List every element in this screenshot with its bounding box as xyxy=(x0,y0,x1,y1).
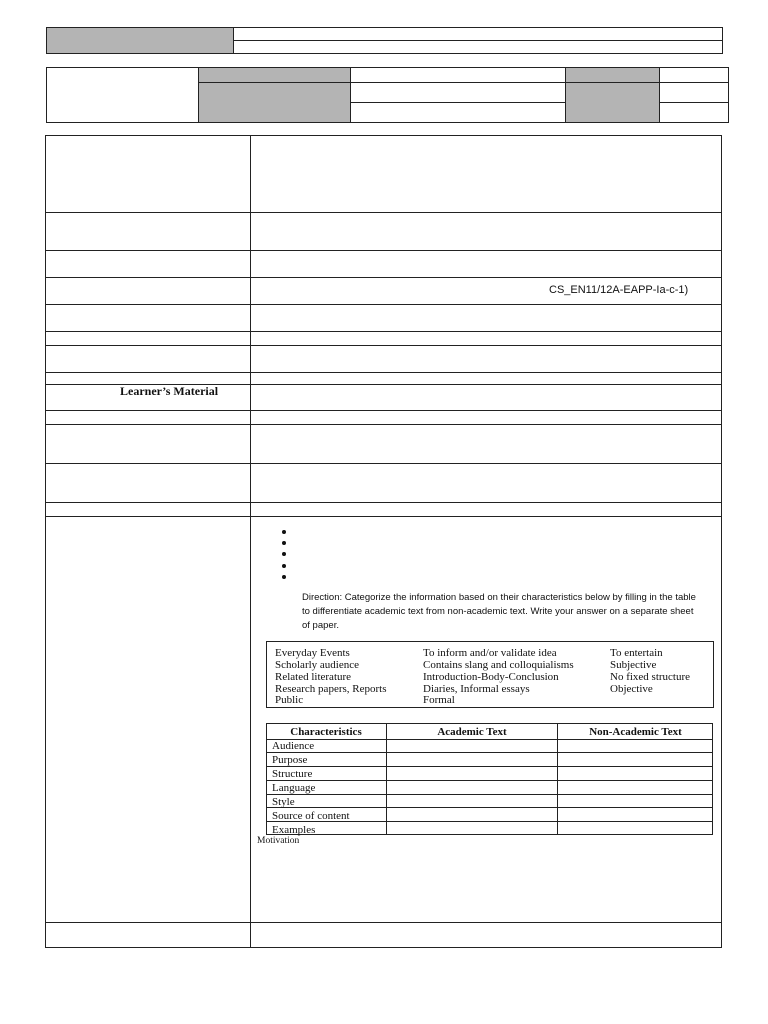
info-gray-right-bottom xyxy=(565,82,660,123)
word-bank-item: No fixed structure xyxy=(610,671,691,683)
bullet-dot xyxy=(282,552,286,556)
school-label-cell xyxy=(46,27,234,54)
row-line xyxy=(45,922,722,923)
row-line xyxy=(45,502,722,503)
bullet-dot xyxy=(282,541,286,545)
char-table-row-line xyxy=(266,739,713,740)
char-table-row-line xyxy=(266,780,713,781)
row-line xyxy=(45,331,722,332)
info-value-2 xyxy=(350,82,566,103)
word-bank-item: Related literature xyxy=(275,671,352,683)
lesson-table-divider xyxy=(250,135,251,948)
info-gray-right-top xyxy=(565,67,660,83)
row-line xyxy=(45,277,722,278)
school-value-cell xyxy=(233,27,723,41)
char-table-header: Academic Text xyxy=(437,726,507,738)
word-bank-item: Objective xyxy=(610,683,653,695)
word-bank-item: Formal xyxy=(423,694,455,706)
word-bank-item: Introduction-Body-Conclusion xyxy=(423,671,559,683)
char-table-header: Non-Academic Text xyxy=(589,726,682,738)
word-bank-item: Subjective xyxy=(610,659,657,671)
char-table-row-label: Purpose xyxy=(272,754,308,766)
bullet-dot xyxy=(282,530,286,534)
char-table-row-line xyxy=(266,752,713,753)
row-line xyxy=(45,345,722,346)
info-value-1 xyxy=(350,67,566,83)
word-bank-item: Public xyxy=(275,694,304,706)
bullet-dot xyxy=(282,575,286,579)
char-table-header: Characteristics xyxy=(290,726,362,738)
info-label-cell xyxy=(46,67,199,123)
char-table-row-label: Style xyxy=(272,796,295,808)
char-table-row-line xyxy=(266,766,713,767)
char-table-row-label: Audience xyxy=(272,740,315,752)
materials-label: Learner’s Material xyxy=(120,384,219,398)
row-line xyxy=(45,212,722,213)
bullet-dot xyxy=(282,564,286,568)
row-line xyxy=(45,372,722,373)
char-table-row-label: Source of content xyxy=(272,810,350,822)
word-bank-item: To inform and/or validate idea xyxy=(423,647,557,659)
info-value-6 xyxy=(659,102,729,123)
row-line xyxy=(45,463,722,464)
char-table-row-line xyxy=(266,794,713,795)
info-value-4 xyxy=(659,67,729,83)
info-gray-bottom xyxy=(198,82,351,123)
row-line xyxy=(45,516,722,517)
word-bank-item: Diaries, Informal essays xyxy=(423,683,530,695)
info-value-5 xyxy=(659,82,729,103)
word-bank-item: Research papers, Reports xyxy=(275,683,387,695)
learning-code: CS_EN11/12A-EAPP-Ia-c-1) xyxy=(549,284,689,296)
word-bank-item: Contains slang and colloquialisms xyxy=(423,659,574,671)
teacher-value-cell xyxy=(233,40,723,54)
row-line xyxy=(45,250,722,251)
direction-text: Direction: Categorize the information based on their characteristics below by filling in the table to differentiate academic text from non-academic text. Write your answer on a separate sheet of paper. xyxy=(302,592,696,631)
char-table-row-line xyxy=(266,807,713,808)
char-table-row-label: Language xyxy=(272,782,316,794)
info-gray-top xyxy=(198,67,351,83)
word-bank-item: To entertain xyxy=(610,647,663,659)
motivation-label: Motivation xyxy=(257,836,300,846)
info-value-3 xyxy=(350,102,566,123)
row-line xyxy=(45,304,722,305)
word-bank-item: Scholarly audience xyxy=(275,659,359,671)
word-bank-item: Everyday Events xyxy=(275,647,350,659)
char-table-row-label: Structure xyxy=(272,768,313,780)
char-table-row-label: Examples xyxy=(272,824,316,836)
row-line xyxy=(45,424,722,425)
row-line xyxy=(45,410,722,411)
